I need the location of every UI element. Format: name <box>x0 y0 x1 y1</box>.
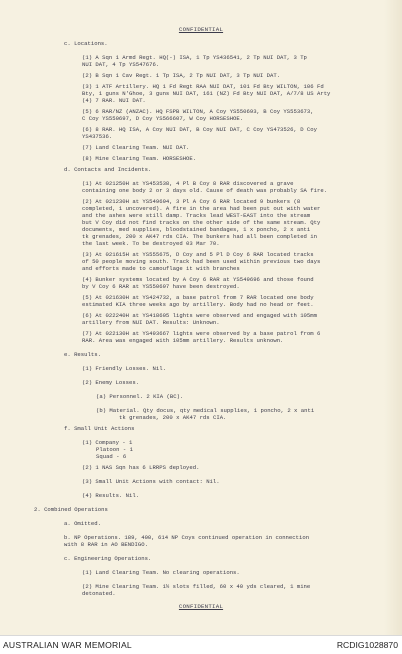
text-line: tk grenades, 200 x AK47 rds CIA. <box>119 414 227 421</box>
text-line: (8) Mine Clearing Team. HORSESHOE. <box>82 155 197 162</box>
text-line: estimated KIA three weeks ago by artillery. Body had no head or feet. <box>82 301 314 308</box>
text-line: (2) Mine Clearing Team. 1½ slots filled, 60 x 40 yds cleared, 1 mine <box>82 583 311 590</box>
text-line: by V Coy 6 RAR at YS550697 have been destroyed. <box>82 283 240 290</box>
archive-reference: RCDIG1028870 <box>336 640 398 650</box>
text-line: Platoon - 1 <box>96 446 133 453</box>
text-line: (a) Personnel. 2 KIA (BC). <box>96 393 184 400</box>
text-line: containing one body 2 or 3 days old. Cause of death was probably SA fire. <box>82 187 328 194</box>
text-line: with 8 RAR in AO BENDIGO. <box>64 541 148 548</box>
text-line: documents, med supplies, bloodstained bandages, 1 x poncho, 2 x anti <box>82 226 311 233</box>
text-line: d. Contacts and Incidents. <box>64 166 152 173</box>
text-line: (b) Material. Qty docus, qty medical supplies, 1 poncho, 2 x anti <box>96 407 315 414</box>
text-line: (7) Land Clearing Team. NUI DAT. <box>82 144 190 151</box>
text-line: tk grenades, 200 x AK47 rds CIA. The bunkers had all been completed in <box>82 233 317 240</box>
text-line: (1) A Sqn 1 Armd Regt. HQ(-) ISA, 1 Tp YS436541, 2 Tp NUI DAT, 3 Tp <box>82 54 307 61</box>
text-line: (4) 7 RAR. NUI DAT. <box>82 97 146 104</box>
classification-footer: CONFIDENTIAL <box>178 603 224 610</box>
page-edge-shading <box>384 0 402 635</box>
text-line: (6) 8 RAR. HQ ISA, A Coy NUI DAT, B Coy NUI DAT, C Coy YS473526, D Coy <box>82 126 317 133</box>
text-line: (2) At 021230H at YS549694, 3 Pl A Coy 6 RAR located 9 bunkers (8 <box>82 198 301 205</box>
text-line: detonated. <box>82 590 116 597</box>
text-line: C Coy YS550697, D Coy YS566607, W Coy HORSESHOE. <box>82 115 244 122</box>
text-line: (4) Bunker systems located by A Coy 6 RAR at YS549696 and those found <box>82 276 314 283</box>
text-line: (2) 1 NAS Sqn has 6 LRRPS deployed. <box>82 464 200 471</box>
text-line: of 50 people moving south. Track had been used within previous two days <box>82 258 321 265</box>
text-line: (5) At 021630H at YS424732, a base patrol from 7 RAR located one body <box>82 294 314 301</box>
text-line: (5) 6 RAR/NZ (ANZAC). HQ FSPB WILTON, A Coy YS550693, B Coy YS553673, <box>82 108 314 115</box>
text-line: (7) At 022130H at YS493667 lights were observed by a base patrol from 6 <box>82 330 321 337</box>
text-line: e. Results. <box>64 351 101 358</box>
text-line: YS437536. <box>82 133 113 140</box>
text-line: c. Locations. <box>64 40 108 47</box>
text-line: (2) B Sqn 1 Cav Regt. 1 Tp ISA, 2 Tp NUI DAT, 3 Tp NUI DAT. <box>82 72 281 79</box>
text-line: Bty, 1 guns N'Ghoe, 3 guns NUI DAT, 161 (NZ) Fd Bty NUI DAT, A/7/8 US Arty <box>82 90 331 97</box>
text-line: Squad - 6 <box>96 453 127 460</box>
text-line: 2. Combined Operations <box>34 506 108 513</box>
text-line: completed, 1 uncovered). A fire in the area had been put out with water <box>82 205 321 212</box>
text-line: (3) At 021615H at YS555675, D Coy and 5 Pl D Coy 6 RAR located tracks <box>82 251 314 258</box>
text-line: a. Omitted. <box>64 520 101 527</box>
text-line: (2) Enemy Losses. <box>82 379 140 386</box>
text-line: (4) Results. Nil. <box>82 492 140 499</box>
text-line: but V Coy did not find tracks on the other side of the same stream. Qty <box>82 219 321 226</box>
text-line: c. Engineering Operations. <box>64 555 152 562</box>
text-line: b. NP Operations. 189, 400, 614 NP Coys continued operation in connection <box>64 534 310 541</box>
text-line: f. Small Unit Actions <box>64 425 135 432</box>
text-line: and efforts made to camouflage it with branches <box>82 265 240 272</box>
text-line: (1) Friendly Losses. Nil. <box>82 365 166 372</box>
text-line: and the ashes were still damp. Tracks lead WEST-EAST into the stream <box>82 212 311 219</box>
text-line: (1) Land Clearing Team. No clearing operations. <box>82 569 240 576</box>
text-line: (1) Company - 1 <box>82 439 133 446</box>
text-line: (3) 1 ATF Artillery. HQ 1 Fd Regt RAA NUI DAT, 101 Fd Bty WILTON, 106 Fd <box>82 83 324 90</box>
text-line: RAR. Area was engaged with 105mm artillery. Results unknown. <box>82 337 284 344</box>
archive-name: AUSTRALIAN WAR MEMORIAL <box>3 640 132 650</box>
archive-footer-bar <box>0 635 402 654</box>
text-line: artillery from NUI DAT. Results: Unknown. <box>82 319 220 326</box>
text-line: (1) At 021250H at YS453538, 4 Pl B Coy 8 RAR discovered a grave <box>82 180 294 187</box>
text-line: (3) Small Unit Actions with contact: Nil. <box>82 478 220 485</box>
text-line: NUI DAT, 4 Tp YS547676. <box>82 61 160 68</box>
text-line: the last week. To be destroyed 03 Mar 70. <box>82 240 220 247</box>
text-line: (6) At 022240H at YS418605 lights were observed and engaged with 105mm <box>82 312 317 319</box>
classification-header: CONFIDENTIAL <box>178 26 224 33</box>
